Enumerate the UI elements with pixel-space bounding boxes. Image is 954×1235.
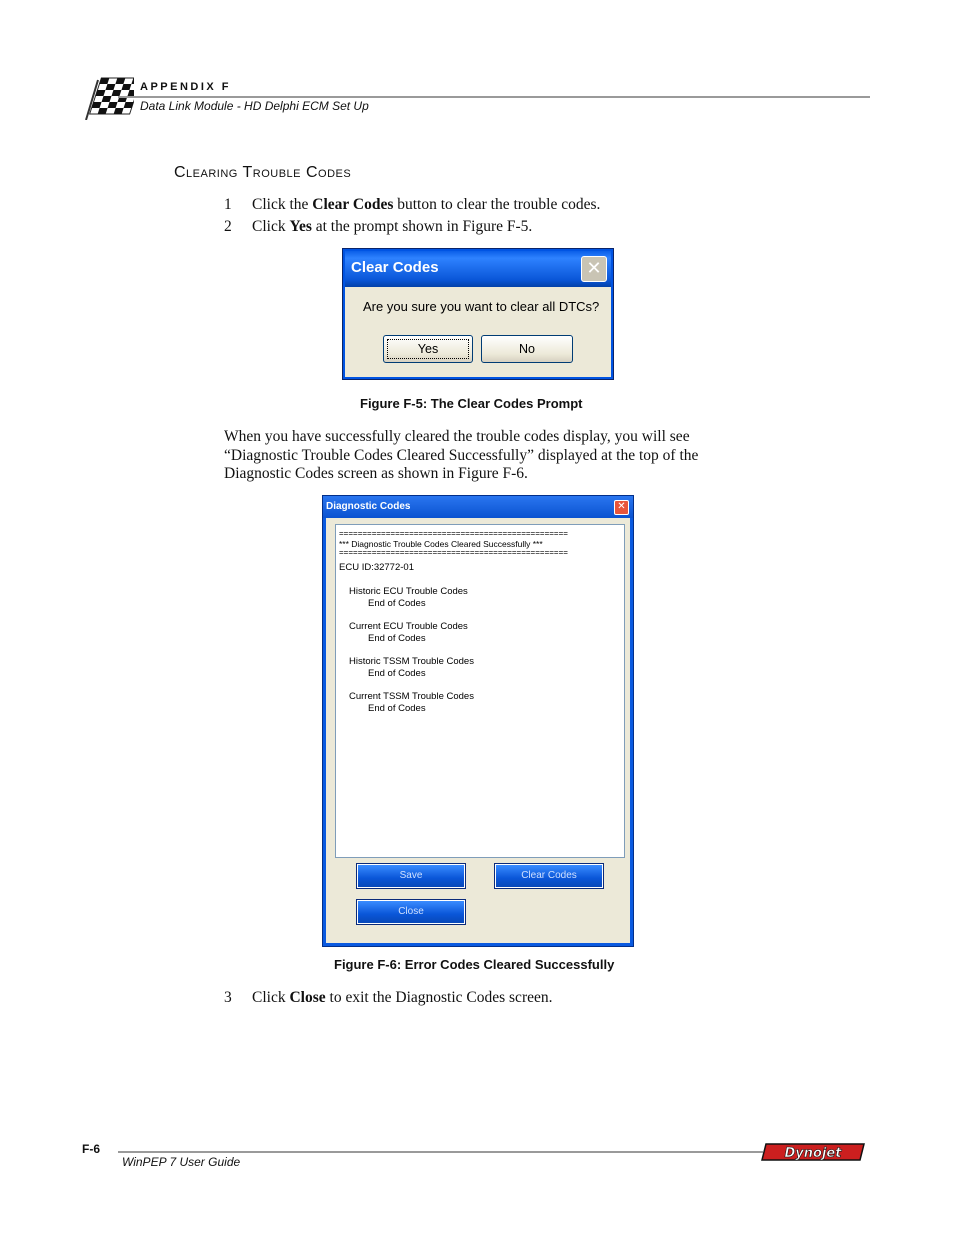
step-text: Click [252, 218, 290, 235]
code-group-end: End of Codes [368, 598, 426, 609]
step-number: 2 [224, 218, 232, 235]
header-rule [118, 96, 870, 98]
step-text: at the prompt shown in Figure F-5. [311, 218, 533, 235]
code-group-end: End of Codes [368, 703, 426, 714]
step-text: button to clear the trouble codes. [393, 196, 601, 213]
separator-line: ================================================= [339, 548, 568, 557]
focus-ring [387, 339, 469, 359]
window-client [326, 518, 630, 943]
clear-codes-dialog [342, 248, 614, 380]
step-3 [224, 989, 553, 1007]
step-bold: Clear Codes [312, 196, 394, 213]
codes-textbox[interactable] [335, 524, 625, 858]
ecu-id: ECU ID:32772-01 [339, 562, 414, 573]
step-text: Click [252, 989, 290, 1006]
separator-line: ================================================= [339, 529, 568, 538]
step-number: 3 [224, 989, 232, 1006]
close-icon[interactable]: ✕ [581, 256, 607, 282]
code-group-end: End of Codes [368, 668, 426, 679]
step-1 [224, 196, 600, 214]
step-2 [224, 218, 532, 236]
yes-label: Yes [417, 342, 439, 356]
yes-button[interactable] [383, 335, 473, 363]
code-group-header: Current ECU Trouble Codes [349, 621, 468, 632]
figure-caption: Figure F-6: Error Codes Cleared Successfully [334, 957, 615, 972]
step-number: 1 [224, 196, 232, 213]
code-group-end: End of Codes [368, 633, 426, 644]
chapter-subtitle: Data Link Module - HD Delphi ECM Set Up [140, 99, 369, 113]
body-paragraph: When you have successfully cleared the trouble codes display, you will see “Diagnostic Trouble Codes Cleared Successfully” displayed at the top of the Diagnostic Codes screen as shown in Figure F-6. [224, 428, 699, 482]
clear-codes-button[interactable]: Clear Codes [495, 864, 603, 888]
status-line: *** Diagnostic Trouble Codes Cleared Successfully *** [339, 539, 543, 549]
step-bold: Close [289, 989, 326, 1006]
dialog-title: Clear Codes [351, 259, 439, 276]
diagnostic-codes-window [322, 495, 634, 947]
dynojet-logo [760, 1142, 866, 1162]
step-text: Click the [252, 196, 313, 213]
footer-rule [118, 1151, 763, 1153]
dialog-message: Are you sure you want to clear all DTCs? [363, 299, 600, 314]
dialog-titlebar [345, 251, 611, 287]
step-text: to exit the Diagnostic Codes screen. [325, 989, 553, 1006]
code-group-header: Current TSSM Trouble Codes [349, 691, 474, 702]
window-title: Diagnostic Codes [326, 501, 411, 512]
close-button[interactable]: Close [357, 900, 465, 924]
appendix-label: APPENDIX F [140, 81, 232, 93]
guide-title: WinPEP 7 User Guide [122, 1155, 241, 1169]
code-group-header: Historic ECU Trouble Codes [349, 586, 468, 597]
no-button[interactable] [481, 335, 573, 363]
code-group-header: Historic TSSM Trouble Codes [349, 656, 474, 667]
window-titlebar [323, 496, 633, 518]
no-label: No [519, 342, 535, 356]
logo-text: Dynojet [784, 1146, 842, 1161]
step-bold: Yes [289, 218, 312, 235]
figure-caption: Figure F-5: The Clear Codes Prompt [360, 396, 583, 411]
close-icon[interactable]: ✕ [614, 500, 629, 515]
save-button[interactable]: Save [357, 864, 465, 888]
section-title: Clearing Trouble Codes [174, 164, 352, 181]
page-number: F-6 [82, 1142, 100, 1156]
checkered-flag-logo [80, 76, 134, 120]
